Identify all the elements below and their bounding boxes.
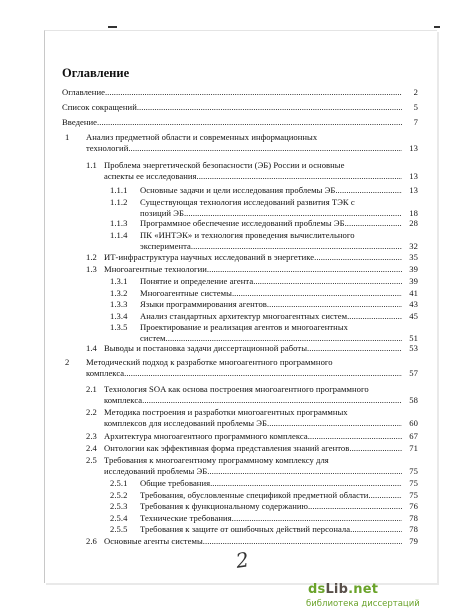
toc-entry-title: Анализ стандартных архитектур многоагентных систем .....: [140, 311, 402, 321]
dot-leader: [267, 299, 402, 309]
toc-entry-page: 76: [409, 501, 418, 511]
toc-entry-page: 41: [409, 288, 418, 298]
dot-leader: [253, 276, 402, 286]
toc-entry[interactable]: [0, 513, 418, 524]
toc-entry-number: 1.1.4: [110, 230, 128, 240]
toc-entry-title-continued: комплекса .....: [104, 395, 402, 405]
toc-entry-page: 35: [409, 252, 418, 262]
toc-entry-title: Архитектура многоагентного программного комплекса .....: [104, 431, 402, 441]
toc-entry-number: 1.3.2: [110, 288, 128, 298]
toc-entry-number: 1.4: [86, 343, 97, 353]
watermark-logo: dsLib.net: [308, 582, 379, 597]
dot-leader: [137, 102, 402, 112]
toc-entry-number: 2.2: [86, 407, 97, 417]
toc-entry-title: ПК «ИНТЭК» и технология проведения вычислительного: [140, 230, 355, 240]
dot-leader: [207, 466, 402, 476]
toc-entry[interactable]: [0, 132, 418, 154]
toc-entry-page: 51: [409, 333, 418, 343]
toc-entry-title-continued: систем .....: [140, 333, 402, 343]
toc-entry[interactable]: [0, 343, 418, 354]
toc-entry-title: Список сокращений .....: [62, 102, 402, 112]
toc-entry[interactable]: [0, 230, 418, 252]
dot-leader: [232, 513, 402, 523]
dot-leader: [349, 443, 402, 453]
toc-entry-title-continued: позиций ЭБ .....: [140, 208, 402, 218]
dot-leader: [210, 478, 402, 488]
toc-entry-title: Требования к защите от ошибочных действий персонала .....: [140, 524, 402, 534]
toc-entry-title: Методический подход к разработке многоагентного программного: [86, 357, 333, 367]
toc-entry-page: 79: [409, 536, 418, 546]
toc-entry[interactable]: [0, 384, 418, 406]
toc-entry-title: Технология SOA как основа построения многоагентного программного: [104, 384, 369, 394]
dot-leader: [314, 252, 402, 262]
watermark: [306, 582, 448, 612]
toc-entry-number: 1.3.5: [110, 322, 128, 332]
toc-entry-number: 2.5: [86, 455, 97, 465]
dot-leader: [350, 524, 402, 534]
toc-entry[interactable]: [0, 117, 418, 128]
toc-entry-number: 2.4: [86, 443, 97, 453]
dot-leader: [142, 395, 402, 405]
dot-leader: [267, 418, 402, 428]
toc-entry-page: 2: [413, 87, 418, 97]
toc-entry-title: Существующая технология исследований развития ТЭК с: [140, 197, 355, 207]
toc-entry[interactable]: [0, 311, 418, 322]
toc-entry-number: 2.5.3: [110, 501, 128, 511]
toc-entry-number: 2.6: [86, 536, 97, 546]
dot-leader: [105, 87, 402, 97]
toc-entry-number: 1.1.3: [110, 218, 128, 228]
toc-entry-page: 13: [409, 171, 418, 181]
toc-entry-number: 2.3: [86, 431, 97, 441]
toc-entry-title: Методика построения и разработки многоагентных программных: [104, 407, 348, 417]
toc-entry-page: 5: [413, 102, 418, 112]
toc-entry-title: Понятие и определение агента .....: [140, 276, 402, 286]
toc-entry-title: Технические требования .....: [140, 513, 402, 523]
toc-entry-page: 75: [409, 490, 418, 500]
toc-entry-page: 43: [409, 299, 418, 309]
toc-entry[interactable]: [0, 431, 418, 442]
toc-entry[interactable]: [0, 501, 418, 512]
toc-entry-title: Требования к многоагентному программному комплексу для: [104, 455, 329, 465]
toc-entry[interactable]: [0, 185, 418, 196]
toc-entry-page: 67: [409, 431, 418, 441]
toc-entry-page: 28: [409, 218, 418, 228]
dot-leader: [184, 208, 402, 218]
dot-leader: [345, 218, 402, 228]
toc-entry[interactable]: [0, 87, 418, 98]
toc-entry-title: Требования, обусловленные спецификой предметной области .....: [140, 490, 402, 500]
toc-entry[interactable]: [0, 264, 418, 275]
toc-entry-page: 53: [409, 343, 418, 353]
toc-entry[interactable]: [0, 443, 418, 454]
registration-mark: [434, 26, 440, 28]
toc-entry-number: 1.3.3: [110, 299, 128, 309]
toc-entry-page: 39: [409, 276, 418, 286]
toc-entry-page: 57: [409, 368, 418, 378]
toc-entry-title: Языки программирования агентов .....: [140, 299, 402, 309]
toc-entry-page: 39: [409, 264, 418, 274]
toc-entry[interactable]: [0, 218, 418, 229]
toc-entry-title: Введение .....: [62, 117, 402, 127]
toc-entry-title-continued: комплексов для исследований проблемы ЭБ .....: [104, 418, 402, 428]
toc-entry-number: 2.5.5: [110, 524, 128, 534]
toc-entry[interactable]: [0, 407, 418, 429]
toc-entry-title: Оглавление .....: [62, 87, 402, 97]
dot-leader: [166, 333, 402, 343]
handwritten-page-number: 2: [234, 547, 251, 573]
toc-entry-page: 7: [413, 117, 418, 127]
toc-entry-title-continued: технологий .....: [86, 143, 402, 153]
toc-entry-number: 1.1: [86, 160, 97, 170]
dot-leader: [368, 490, 402, 500]
toc-entry-number: 2.5.4: [110, 513, 128, 523]
toc-entry-page: 75: [409, 478, 418, 488]
toc-entry[interactable]: [0, 160, 418, 182]
toc-entry[interactable]: [0, 299, 418, 310]
toc-entry-title-continued: аспекты ее исследования .....: [104, 171, 402, 181]
toc-entry[interactable]: [0, 536, 418, 547]
toc-entry-title-continued: исследований проблемы ЭБ .....: [104, 466, 402, 476]
toc-entry-page: 45: [409, 311, 418, 321]
toc-entry-title: Программное обеспечение исследований проблемы ЭБ .....: [140, 218, 402, 228]
dot-leader: [308, 501, 402, 511]
toc-entry-title: Общие требования .....: [140, 478, 402, 488]
dot-leader: [97, 117, 402, 127]
dot-leader: [308, 431, 402, 441]
toc-entry-number: 1.1.2: [110, 197, 128, 207]
toc-entry-number: 2.1: [86, 384, 97, 394]
toc-entry-number: 2.5.2: [110, 490, 128, 500]
toc-entry[interactable]: [0, 276, 418, 287]
dot-leader: [347, 311, 402, 321]
toc-entry[interactable]: [0, 478, 418, 489]
toc-entry[interactable]: [0, 288, 418, 299]
toc-entry[interactable]: [0, 322, 418, 344]
toc-entry-title-continued: комплекса .....: [86, 368, 402, 378]
toc-entry-title: Многоагентные системы .....: [140, 288, 402, 298]
toc-entry-page: 60: [409, 418, 418, 428]
toc-entry-title: Проектирование и реализация агентов и многоагентных: [140, 322, 348, 332]
toc-entry-title: Онтологии как эффективная форма представления знаний агентов .....: [104, 443, 402, 453]
dot-leader: [197, 171, 402, 181]
toc-entry-title: Многоагентные технологии .....: [104, 264, 402, 274]
dot-leader: [203, 536, 402, 546]
registration-mark: [108, 26, 117, 28]
toc-entry-title: Требования к функциональному содержанию .....: [140, 501, 402, 511]
toc-entry[interactable]: [0, 252, 418, 263]
dot-leader: [191, 241, 402, 251]
toc-entry-title: Анализ предметной области и современных информационных: [86, 132, 318, 142]
watermark-subtitle: библиотека диссертаций: [306, 599, 420, 609]
toc-entry-number: 1.1.1: [110, 185, 128, 195]
toc-entry[interactable]: [0, 524, 418, 535]
toc-entry-page: 32: [409, 241, 418, 251]
toc-entry-page: 58: [409, 395, 418, 405]
dot-leader: [335, 185, 402, 195]
toc-entry-number: 1.3.1: [110, 276, 128, 286]
toc-entry-title: Проблема энергетической безопасности (ЭБ) России и основные: [104, 160, 345, 170]
toc-title: Оглавление: [62, 66, 130, 80]
dot-leader: [307, 343, 402, 353]
dot-leader: [124, 368, 402, 378]
toc-entry[interactable]: [0, 455, 418, 477]
toc-entry-number: 1.3: [86, 264, 97, 274]
toc-entry-title: Основные агенты системы .....: [104, 536, 402, 546]
toc-entry[interactable]: [0, 490, 418, 501]
toc-entry-title: ИТ-инфраструктура научных исследований в энергетике .....: [104, 252, 402, 262]
toc-entry[interactable]: [0, 102, 418, 113]
toc-entry-page: 18: [409, 208, 418, 218]
toc-entry[interactable]: [0, 197, 418, 219]
dot-leader: [232, 288, 402, 298]
toc-entry-page: 78: [409, 513, 418, 523]
toc-entry-title: Основные задачи и цели исследования проблемы ЭБ .....: [140, 185, 402, 195]
dot-leader: [207, 264, 402, 274]
toc-entry[interactable]: [0, 357, 418, 379]
toc-entry-page: 13: [409, 143, 418, 153]
toc-entry-page: 75: [409, 466, 418, 476]
toc-entry-title-continued: эксперимента .....: [140, 241, 402, 251]
toc-entry-number: 1.3.4: [110, 311, 128, 321]
toc-entry-number: 1.2: [86, 252, 97, 262]
toc-entry-number: 2: [65, 357, 70, 367]
dot-leader: [128, 143, 402, 153]
toc-entry-number: 2.5.1: [110, 478, 128, 488]
toc-entry-page: 71: [409, 443, 418, 453]
toc-entry-number: 1: [65, 132, 70, 142]
toc-entry-title: Выводы и постановка задачи диссертационной работы .....: [104, 343, 402, 353]
toc-entry-page: 13: [409, 185, 418, 195]
toc-entry-page: 78: [409, 524, 418, 534]
